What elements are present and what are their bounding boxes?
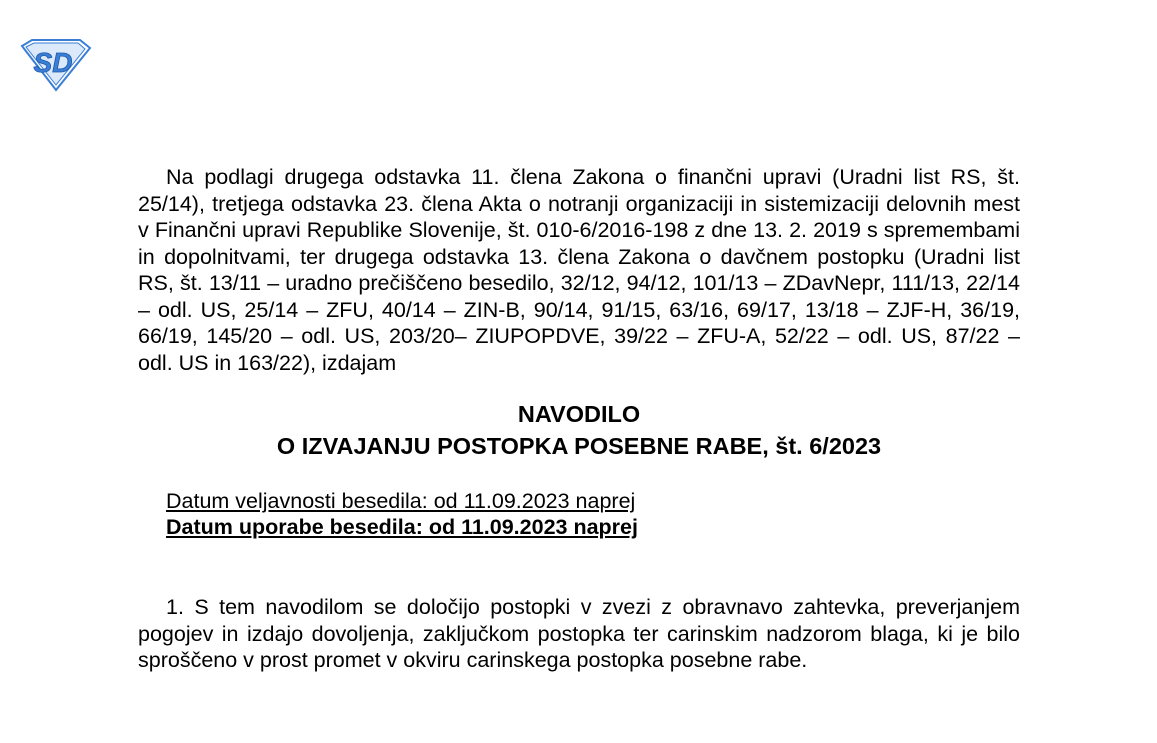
- date-block: [166, 488, 1020, 540]
- title-line-1: NAVODILO: [517, 401, 641, 427]
- title-line-2: O IZVAJANJU POSTOPKA POSEBNE RABE, št. 6/2023: [276, 433, 882, 459]
- logo-letters: SD: [33, 47, 73, 78]
- document-body: [138, 164, 1020, 674]
- usage-date: Datum uporabe besedila: od 11.09.2023 naprej: [166, 515, 638, 539]
- validity-date: Datum veljavnosti besedila: od 11.09.2023 naprej: [166, 489, 636, 513]
- sd-logo: [18, 38, 92, 92]
- document-title: [138, 398, 1020, 462]
- paragraph-1: 1. S tem navodilom se določijo postopki v zvezi z obravnavo zahtevka, preverjanjem pogojev in izdajo dovoljenja, zaključkom postopka ter carinskim nadzorom blaga, ki je bilo sproščeno v prost promet v okviru carinskega postopka posebne rabe.: [138, 595, 1020, 672]
- shield-logo-icon: [18, 38, 92, 92]
- preamble-paragraph: Na podlagi drugega odstavka 11. člena Zakona o finančni upravi (Uradni list RS, št. 25/14), tretjega odstavka 23. člena Akta o notranji organizaciji in sistemizaciji delovnih mest v Finančni upravi Republike Slovenije, št. 010-6/2016-198 z dne 13. 2. 2019 s spremembami in dopolnitvami, ter drugega odstavka 13. člena Zakona o davčnem postopku (Uradni list RS, št. 13/11 – uradno prečiščeno besedilo, 32/12, 94/12, 101/13 – ZDavNepr, 111/13, 22/14 – odl. US, 25/14 – ZFU, 40/14 – ZIN-B, 90/14, 91/15, 63/16, 69/17, 13/18 – ZJF-H, 36/19, 66/19, 145/20 – odl. US, 203/20– ZIUPOPDVE, 39/22 – ZFU-A, 52/22 – odl. US, 87/22 – odl. US in 163/22), izdajam: [138, 165, 1020, 375]
